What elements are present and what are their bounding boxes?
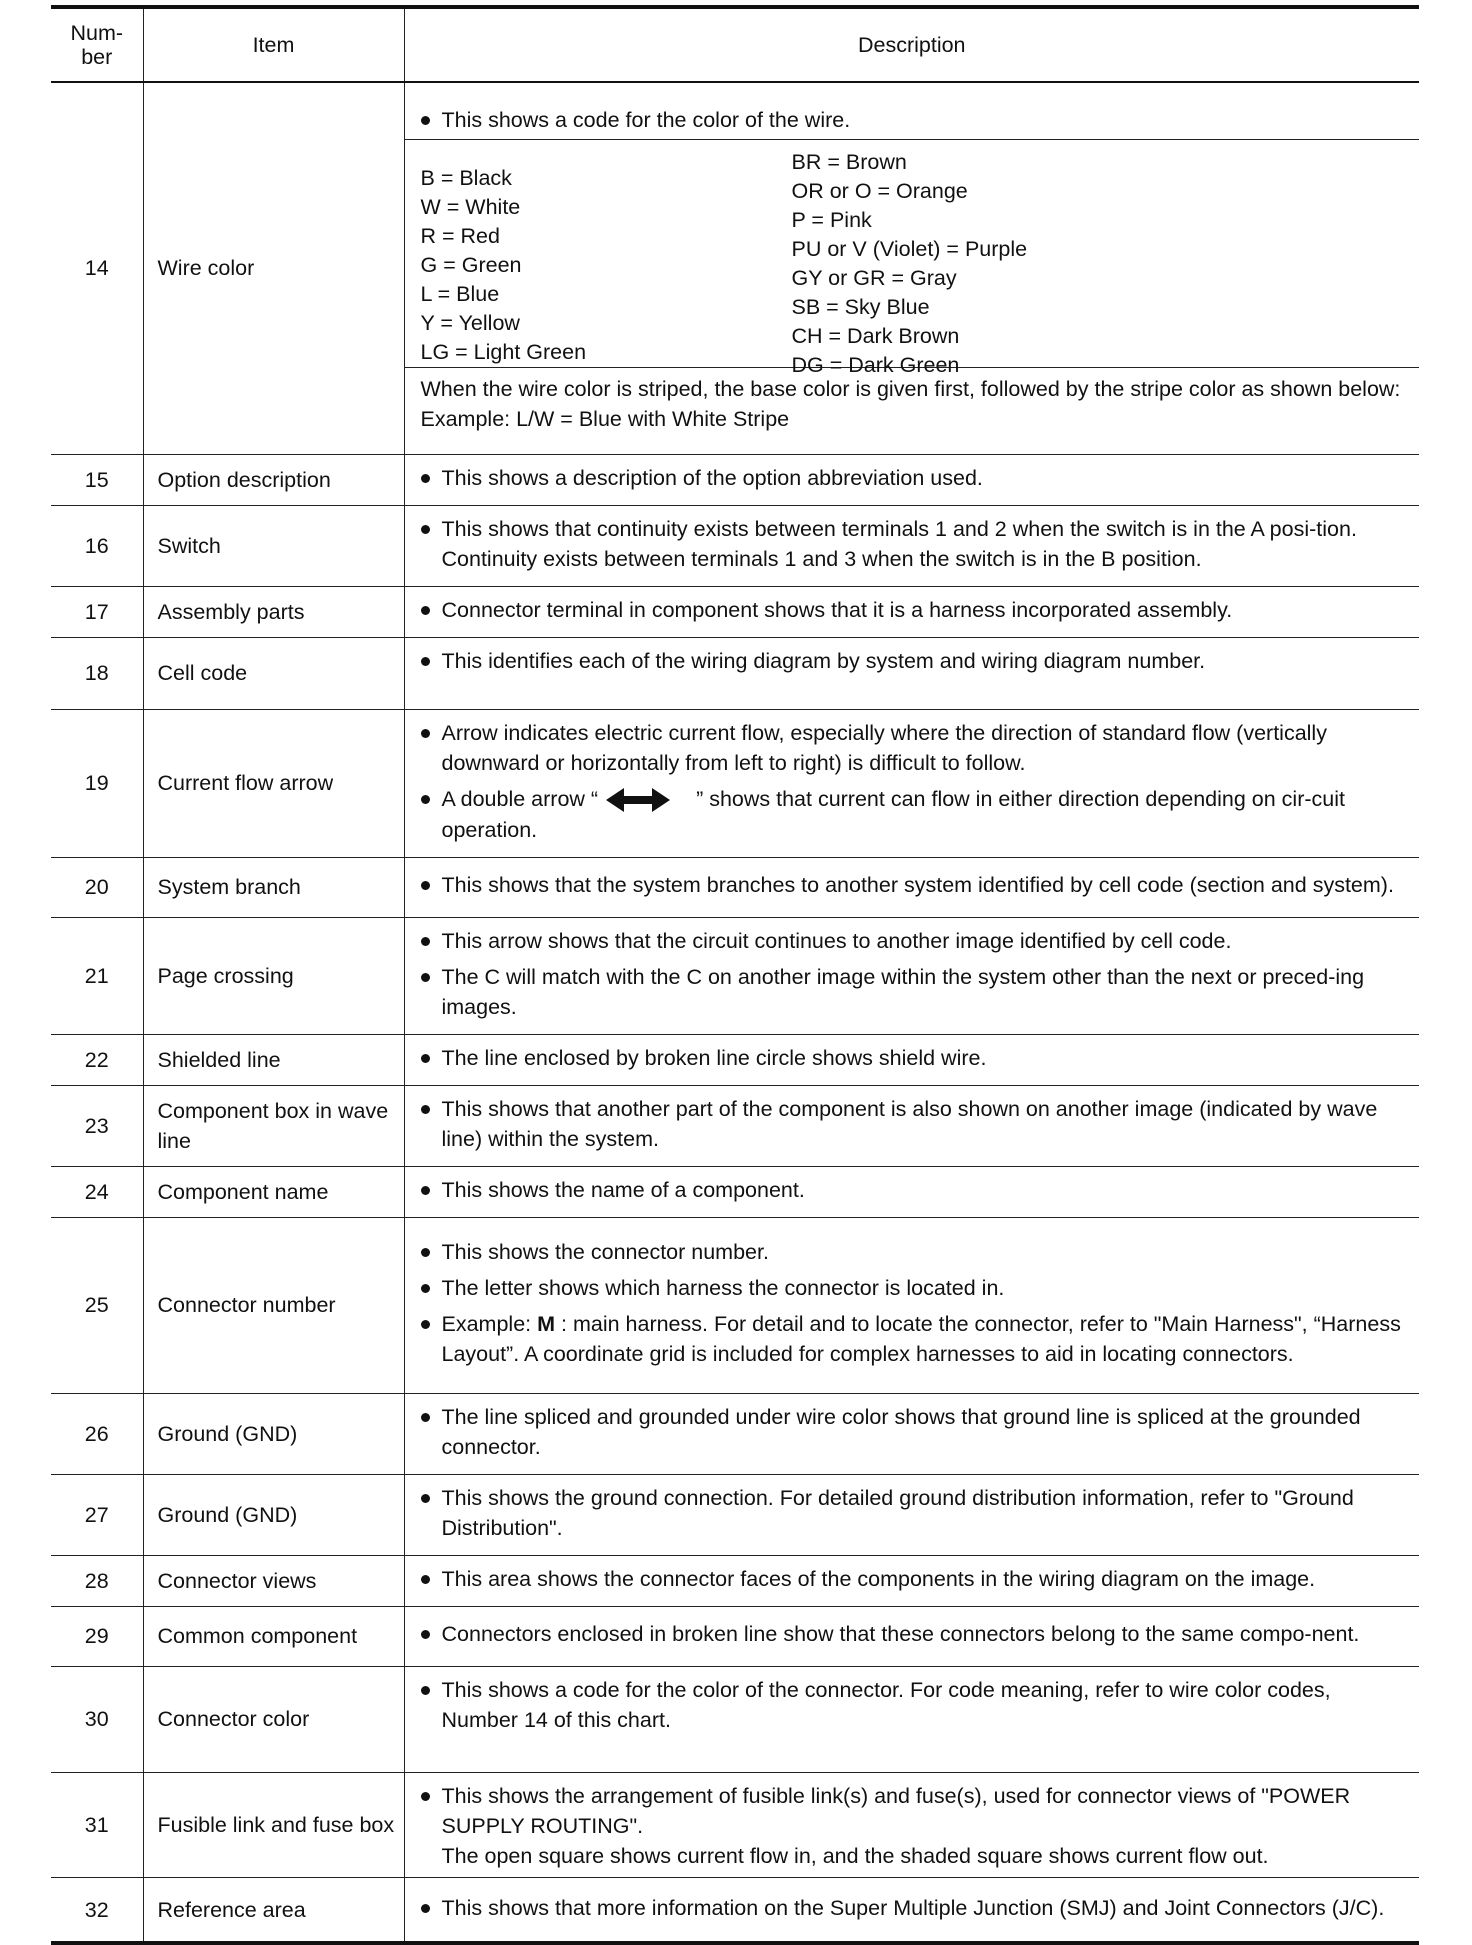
row-item: Fusible link and fuse box [143,1772,404,1877]
color-code: CH = Dark Brown [791,323,960,348]
row-number: 15 [51,454,143,505]
row-number: 19 [51,709,143,857]
description-text [442,1309,1408,1369]
row-description [404,1217,1419,1393]
bullet-icon [421,1792,430,1801]
color-code: R = Red [420,223,500,248]
table-row [51,1085,1419,1166]
table-row [51,1555,1419,1606]
header-item: Item [143,7,404,82]
row-number: 14 [51,82,143,454]
bullet-icon [421,116,430,125]
color-code: G = Green [420,252,522,277]
row-number: 22 [51,1034,143,1085]
bullet-icon [421,1413,430,1422]
row-item: Option description [143,454,404,505]
table-row [51,1666,1419,1772]
description-text: The C will match with the C on another image within the system other than the next or preced-ing images. [441,964,1365,1019]
row-item: Ground (GND) [143,1474,404,1555]
row-number: 24 [51,1166,143,1217]
row-description [404,857,1419,917]
bullet-icon [421,795,430,804]
table-row [51,1393,1419,1474]
row-item: Connector color [143,1666,404,1772]
stripe-note-text: When the wire color is striped, the base color is given first, followed by the stripe color as shown below: [420,376,1401,401]
color-code: L = Blue [420,281,500,306]
table-row [51,857,1419,917]
description-text: Arrow indicates electric current flow, especially where the direction of standard flow (vertically downward or horizontally from left to right) is difficult to follow. [441,720,1327,775]
bullet-icon [421,1320,430,1329]
bullet-icon [421,1494,430,1503]
table-row [51,637,1419,709]
row-number: 28 [51,1555,143,1606]
wire-color-codes [405,140,1420,377]
color-code: OR or O = Orange [791,178,968,203]
row-description [404,1085,1419,1166]
bullet-icon [421,1186,430,1195]
bullet-icon [421,1686,430,1695]
row-item: Connector number [143,1217,404,1393]
row-number: 18 [51,637,143,709]
description-text: This shows that continuity exists between terminals 1 and 2 when the switch is in the A posi-tion. Continuity exists between terminals 1 and 3 when the switch is in the B position. [441,516,1357,571]
table-row [51,917,1419,1034]
row-item: System branch [143,857,404,917]
bullet-icon [421,1575,430,1584]
table-header-row [51,7,1419,82]
bullet-icon [421,1284,430,1293]
table-row [51,1877,1419,1943]
row-item: Current flow arrow [143,709,404,857]
description-text: This shows a code for the color of the connector. For code meaning, refer to wire color codes, Number 14 of this chart. [441,1677,1331,1732]
bullet-icon [421,525,430,534]
description-text: This shows a description of the option abbreviation used. [441,465,983,490]
description-text: The letter shows which harness the connector is located in. [441,1276,1005,1301]
example-text: : main harness. For detail and to locate the connector, refer to "Main Harness", “Harness Layout”. A coordinate grid is included for complex harnesses to aid in locating connectors. [441,1312,1401,1367]
row-description [404,1555,1419,1606]
row-number: 25 [51,1217,143,1393]
description-text [442,784,1408,845]
example-prefix: Example: [441,1312,538,1337]
row-item: Wire color [143,82,404,454]
row-number: 16 [51,505,143,586]
description-text: This shows the ground connection. For detailed ground distribution information, refer to "Ground Distribution". [441,1485,1354,1540]
row-description [404,82,1419,454]
description-text: This shows that more information on the Super Multiple Junction (SMJ) and Joint Connectors (J/C). [441,1895,1385,1920]
description-text: This shows a code for the color of the wire. [441,107,851,132]
row-description [404,1474,1419,1555]
table-row [51,586,1419,637]
description-text: This area shows the connector faces of the components in the wiring diagram on the image. [441,1566,1316,1591]
row-item: Page crossing [143,917,404,1034]
row-number: 26 [51,1393,143,1474]
table-row [51,454,1419,505]
row-number: 32 [51,1877,143,1943]
bullet-icon [421,1105,430,1114]
color-code: SB = Sky Blue [791,294,930,319]
color-code: DG = Dark Green [791,352,960,377]
bullet-icon [421,1054,430,1063]
table-row [51,505,1419,586]
description-text: This identifies each of the wiring diagram by system and wiring diagram number. [441,648,1206,673]
row-description [404,1034,1419,1085]
table-row [51,1474,1419,1555]
row-number: 17 [51,586,143,637]
double-arrow-icon [606,785,670,815]
bullet-icon [421,1248,430,1257]
bullet-icon [421,474,430,483]
bullet-icon [421,881,430,890]
header-number [51,7,143,82]
color-code: BR = Brown [791,149,907,174]
description-text-extra: The open square shows current flow in, and the shaded square shows current flow out. [441,1843,1269,1868]
color-code: GY or GR = Gray [791,265,957,290]
wire-color-list-left [420,148,792,364]
double-arrow-text-before: A double arrow “ [441,786,599,811]
row-item: Cell code [143,637,404,709]
description-text: Connector terminal in component shows that it is a harness incorporated assembly. [441,597,1233,622]
row-description [404,1666,1419,1772]
row-item: Common component [143,1606,404,1666]
row-number: 23 [51,1085,143,1166]
row-number: 29 [51,1606,143,1666]
row-description [404,1772,1419,1877]
table-row [51,82,1419,454]
row-number: 21 [51,917,143,1034]
color-code: Y = Yellow [420,310,520,335]
example-letter: M [537,1312,556,1337]
color-code: B = Black [420,165,512,190]
bullet-icon [421,729,430,738]
bullet-icon [421,1630,430,1639]
row-description [404,637,1419,709]
row-number: 31 [51,1772,143,1877]
description-text-main: This shows the arrangement of fusible link(s) and fuse(s), used for connector views of "POWER SUPPLY ROUTING". [441,1783,1351,1838]
color-code: W = White [420,194,521,219]
row-item: Component box in wave line [143,1085,404,1166]
row-item: Connector views [143,1555,404,1606]
description-text: This shows that another part of the component is also shown on another image (indicated by wave line) within the system. [441,1096,1378,1151]
row-description [404,1393,1419,1474]
stripe-example-text: Example: L/W = Blue with White Stripe [420,406,790,431]
table-row [51,1166,1419,1217]
row-number: 20 [51,857,143,917]
color-code: P = Pink [791,207,872,232]
bullet-icon [421,657,430,666]
table-row [51,1606,1419,1666]
header-number-line2: ber [81,45,113,69]
bullet-icon [421,606,430,615]
row-item: Reference area [143,1877,404,1943]
wiring-legend-table [51,5,1419,1945]
color-code: LG = Light Green [420,339,587,364]
row-description [404,505,1419,586]
stripe-note [405,368,1420,440]
row-number: 30 [51,1666,143,1772]
header-description: Description [404,7,1419,82]
row-description [404,586,1419,637]
row-number: 27 [51,1474,143,1555]
color-code: PU or V (Violet) = Purple [791,236,1028,261]
row-item: Assembly parts [143,586,404,637]
row-description [404,917,1419,1034]
header-number-line1: Num- [70,21,124,45]
description-text: This arrow shows that the circuit continues to another image identified by cell code. [441,928,1232,953]
description-text: This shows the connector number. [441,1240,769,1265]
bullet-icon [421,1904,430,1913]
double-arrow-text-after: ” shows that current can flow in either direction depending on cir-cuit operation. [441,786,1345,842]
table-row [51,709,1419,857]
wire-color-list-right [791,148,1408,377]
description-text: The line spliced and grounded under wire color shows that ground line is spliced at the grounded connector. [441,1404,1361,1459]
table-row [51,1034,1419,1085]
table-row [51,1772,1419,1877]
row-description [404,1606,1419,1666]
row-item: Shielded line [143,1034,404,1085]
row-description [404,709,1419,857]
row-description [404,1166,1419,1217]
row-description [404,454,1419,505]
row-description [404,1877,1419,1943]
description-text [442,1781,1408,1871]
bullet-icon [421,973,430,982]
description-text: The line enclosed by broken line circle shows shield wire. [441,1045,987,1070]
description-text: Connectors enclosed in broken line show that these connectors belong to the same compo-nent. [441,1622,1360,1647]
row-item: Switch [143,505,404,586]
row-item: Ground (GND) [143,1393,404,1474]
row-item: Component name [143,1166,404,1217]
bullet-icon [421,937,430,946]
description-text: This shows the name of a component. [441,1177,805,1202]
table-row [51,1217,1419,1393]
description-text: This shows that the system branches to another system identified by cell code (section and system). [441,873,1394,898]
